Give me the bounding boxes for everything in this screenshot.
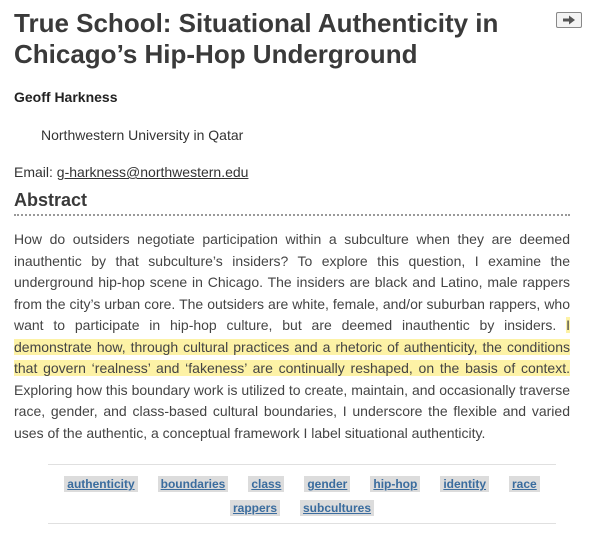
abstract-highlight: I demonstrate how, through cultural practices and a rhetoric of authenticity, the conditions that govern ‘realness’ and ‘fakeness’ are continually reshaped, on the basis of context.: [14, 317, 570, 376]
keyword-tag-class[interactable]: class: [248, 476, 284, 492]
page-title: True School: Situational Authenticity in Chicago’s Hip-Hop Underground: [14, 8, 499, 69]
email-link[interactable]: g-harkness@northwestern.edu: [56, 164, 249, 180]
export-arrow-icon: [562, 15, 576, 25]
keyword-tag-rappers[interactable]: rappers: [230, 500, 280, 516]
email-label: Email:: [14, 164, 57, 180]
keyword-row: [48, 499, 556, 517]
keyword-tag-gender[interactable]: gender: [304, 476, 350, 492]
author-affiliation: Northwestern University in Qatar: [41, 127, 244, 143]
keyword-tag-race[interactable]: race: [509, 476, 540, 492]
keyword-tag-boundaries[interactable]: boundaries: [158, 476, 229, 492]
keyword-tag-hip-hop[interactable]: hip-hop: [370, 476, 420, 492]
keyword-tags: [48, 464, 556, 524]
keyword-row: [48, 475, 556, 493]
author-name: Geoff Harkness: [14, 89, 118, 105]
article-page: [14, 0, 584, 444]
abstract-text-before: How do outsiders negotiate participation within a subculture when they are deemed inauthentic by that subculture’s insiders? To explore this question, I examine the underground hip-hop scene in Chicago. The insiders are black and Latino, male rappers from the city’s urban core. The outsiders are white, female, and/or suburban rappers, who want to participate in hip-hop culture, but are deemed inauthentic by insiders.: [14, 231, 570, 333]
email-row: [14, 164, 584, 180]
abstract-text: [14, 229, 570, 444]
keyword-tag-identity[interactable]: identity: [440, 476, 489, 492]
keyword-tag-authenticity[interactable]: authenticity: [64, 476, 137, 492]
export-button[interactable]: [556, 12, 582, 28]
abstract-text-after: Exploring how this boundary work is utilized to create, maintain, and occasionally traverse race, gender, and class-based cultural boundaries, I underscore the flexible and varied uses of the authentic, a conceptual framework I label situational authenticity.: [14, 381, 570, 441]
keyword-tag-subcultures[interactable]: subcultures: [300, 500, 374, 516]
abstract-heading: Abstract: [14, 190, 570, 216]
